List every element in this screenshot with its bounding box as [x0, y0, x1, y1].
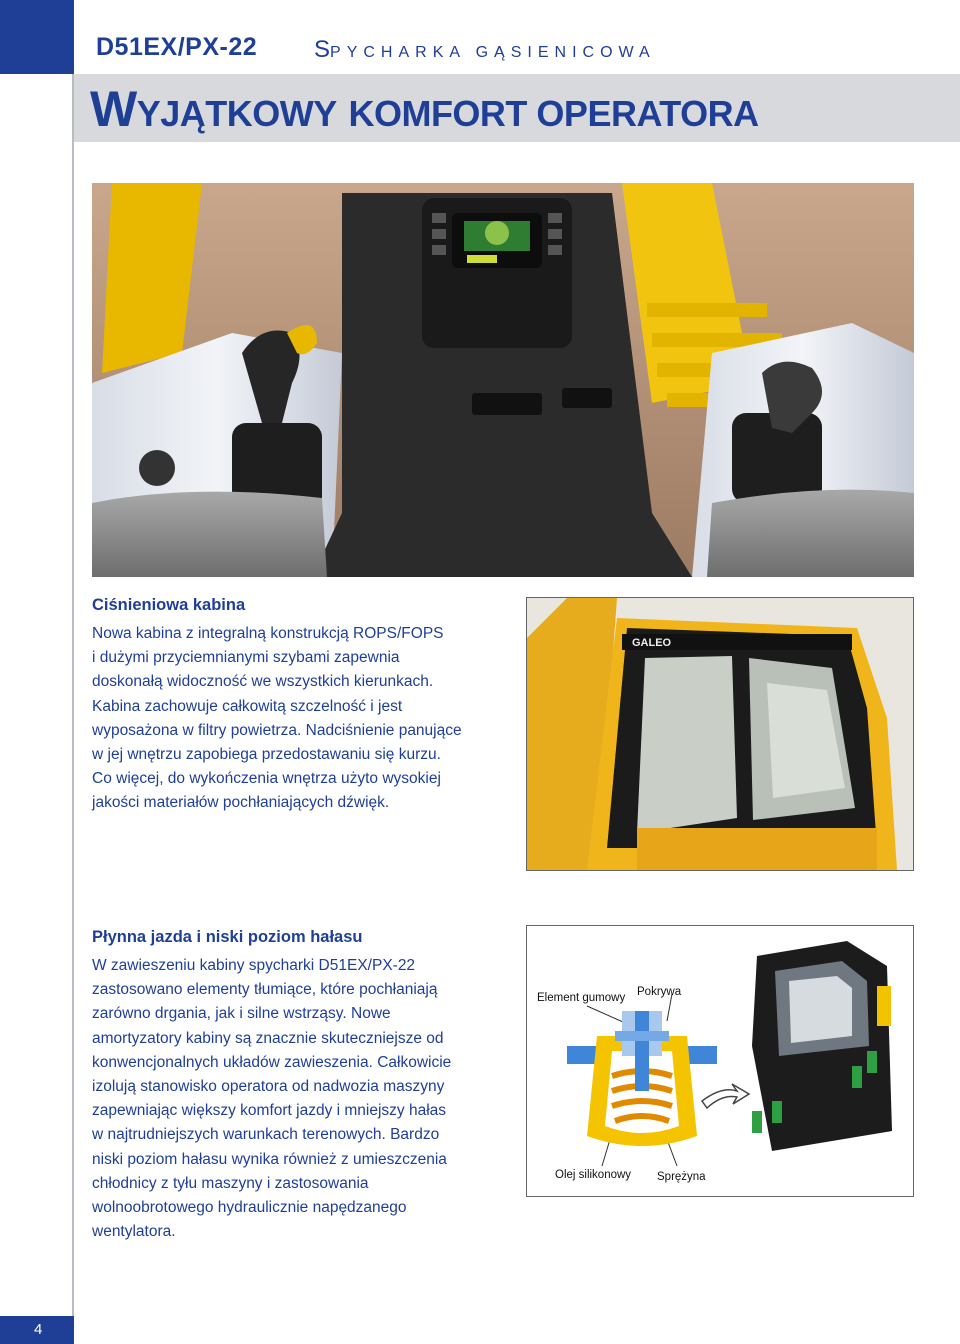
label-cover: Pokrywa: [637, 986, 682, 998]
section2-line: wolnoobrotowego hydraulicznie napędzanego: [92, 1199, 407, 1217]
title-words-rest: KOMFORT OPERATORA: [348, 93, 759, 134]
section1-line: w jej wnętrzu zapobiega przedostawaniu się kurzu.: [92, 746, 441, 764]
machine-type-rest: PYCHARKA GĄSIENICOWA: [330, 44, 656, 61]
section1-line: Co więcej, do wykończenia wnętrza użyto wysokiej: [92, 770, 441, 788]
section1-line: Nowa kabina z integralną konstrukcją ROPS/FOPS: [92, 625, 444, 642]
section1-heading: Ciśnieniowa kabina: [92, 596, 246, 614]
model-name: D51EX/PX-22: [96, 33, 258, 61]
cab-exterior-illustration: [527, 598, 913, 870]
section2-line: amortyzatory kabiny są znacznie skuteczniejsze od: [92, 1029, 444, 1047]
section2-line: wentylatora.: [92, 1223, 176, 1241]
section2-line: zastosowano elementy tłumiące, które pochłaniają: [92, 981, 438, 999]
cab-exterior-photo: [526, 597, 914, 871]
galeo-logo: GALEO: [632, 637, 672, 649]
section1-line: jakości materiałów pochłaniających dźwięk.: [92, 794, 390, 812]
section2-heading: Płynna jazda i niski poziom hałasu: [92, 928, 363, 946]
page-title: [90, 80, 759, 138]
corner-blue-block: [0, 0, 74, 74]
title-word-1: YJĄTKOWY: [136, 93, 337, 134]
section2-line: chłodnicy z tyłu maszyny i zastosowania: [92, 1174, 369, 1192]
label-silicone-oil: Olej silikonowy: [555, 1169, 632, 1181]
label-rubber-element: Element gumowy: [537, 992, 626, 1004]
section2-body: [92, 954, 451, 1244]
page-number: 4: [0, 1316, 74, 1344]
cab-interior-photo: [92, 183, 914, 577]
machine-type: [314, 36, 656, 64]
section1-line: doskonałą widoczność we wszystkich kierunkach.: [92, 673, 434, 691]
section2-line: izolują stanowisko operatora od nadwozia maszyny: [92, 1078, 445, 1096]
section2-line: zapewniając większy komfort jazdy i mniejszy hałas: [92, 1102, 447, 1120]
section2-line: niski poziom hałasu wynika również z umieszczenia: [92, 1150, 447, 1168]
section1-line: i dużymi przyciemnianymi szybami zapewnia: [92, 649, 400, 667]
title-initial: W: [90, 81, 137, 137]
section1-line: wyposażona w filtry powietrza. Nadciśnienie panujące: [92, 721, 462, 739]
section2-line: zarówno drgania, jak i silne wstrząsy. Nowe: [92, 1005, 391, 1023]
section2-line: konwencjonalnych układów zawieszenia. Całkowicie: [92, 1053, 452, 1071]
section1-body: [92, 622, 462, 816]
damper-diagram: [526, 925, 914, 1197]
label-spring: Sprężyna: [657, 1171, 706, 1183]
section1-line: Kabina zachowuje całkowitą szczelność i jest: [92, 697, 403, 715]
margin-rule: [72, 74, 74, 1344]
section2-line: w najtrudniejszych warunkach terenowych. Bardzo: [92, 1126, 440, 1144]
machine-type-initial: S: [314, 36, 331, 63]
section2-line: W zawieszeniu kabiny spycharki D51EX/PX-22: [92, 957, 416, 974]
cab-interior-illustration: [92, 183, 914, 577]
damper-illustration: [527, 926, 913, 1196]
